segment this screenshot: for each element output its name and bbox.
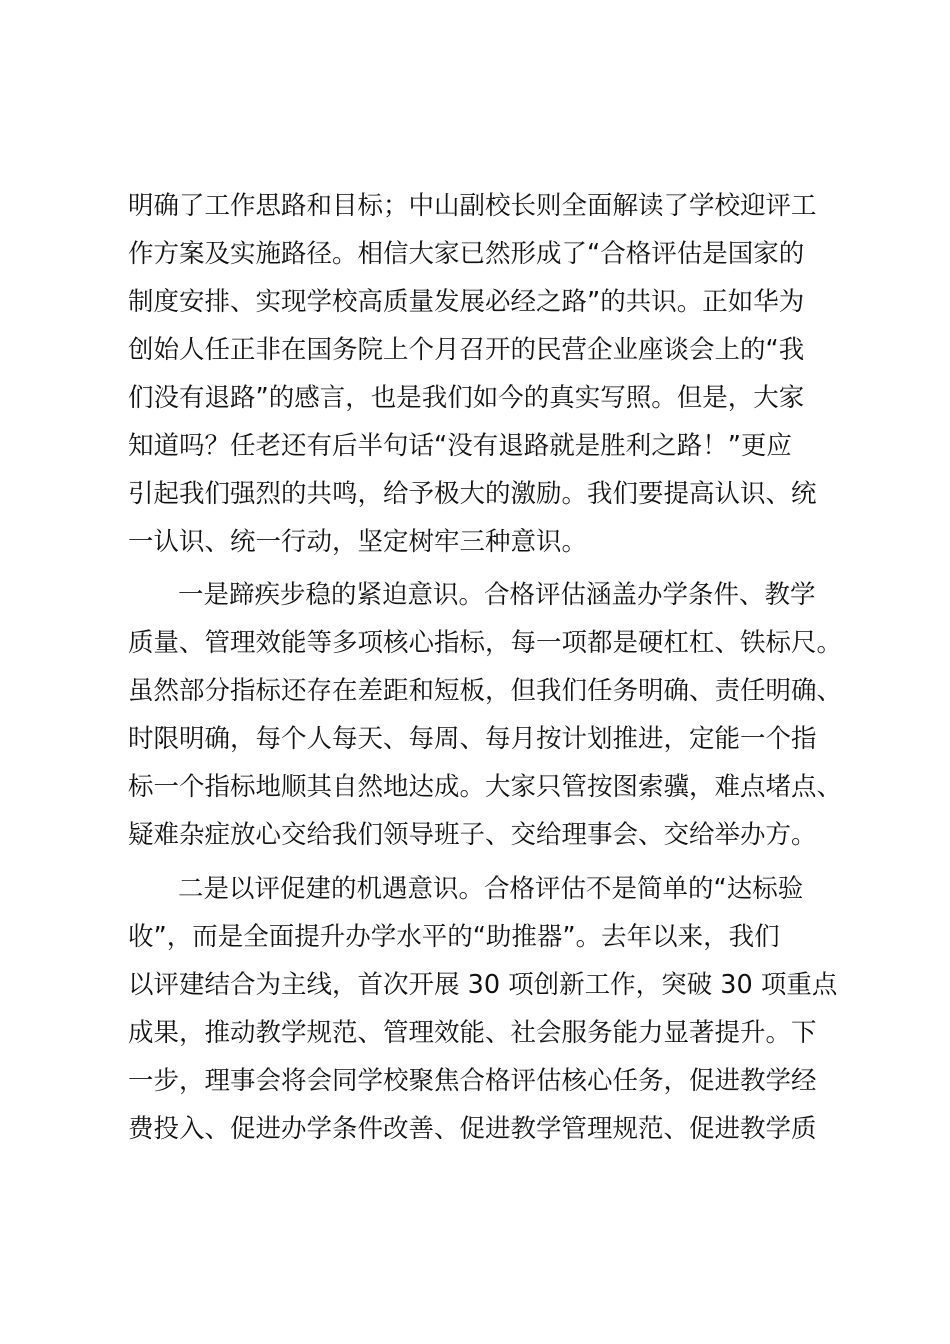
paragraph-1-line-6: 知道吗？任老还有后半句话“没有退路就是胜利之路！”更应 — [128, 431, 792, 461]
paragraph-1-line-8: 一认识、统一行动，坚定树牢三种意识。 — [128, 527, 588, 557]
paragraph-2-line-2: 质量、管理效能等多项核心指标，每一项都是硬杠杠、铁标尺。 — [128, 628, 843, 658]
paragraph-3-line-4: 成果，推动教学规范、管理效能、社会服务能力显著提升。下 — [128, 1018, 817, 1048]
paragraph-2-line-6: 疑难杂症放心交给我们领导班子、交给理事会、交给举办方。 — [128, 820, 817, 850]
paragraph-2-line-1: 一是蹄疾步稳的紧迫意识。合格评估涵盖办学条件、教学 — [178, 580, 816, 610]
paragraph-1-line-5: 们没有退路”的感言，也是我们如今的真实写照。但是，大家 — [128, 383, 805, 413]
paragraph-1-line-3: 制度安排、实现学校高质量发展必经之路”的共识。正如华为 — [128, 287, 805, 317]
paragraph-1-line-2: 作方案及实施路径。相信大家已然形成了“合格评估是国家的 — [128, 239, 805, 269]
paragraph-1-line-1: 明确了工作思路和目标；中山副校长则全面解读了学校迎评工 — [128, 191, 817, 221]
paragraph-2-line-3: 虽然部分指标还存在差距和短板，但我们任务明确、责任明确、 — [128, 676, 843, 706]
paragraph-3-line-2: 收”，而是全面提升办学水平的“助推器”。去年以来，我们 — [128, 922, 780, 952]
paragraph-2-line-4: 时限明确，每个人每天、每周、每月按计划推进，定能一个指 — [128, 724, 817, 754]
paragraph-2-line-5: 标一个指标地顺其自然地达成。大家只管按图索骥，难点堵点、 — [128, 772, 843, 802]
paragraph-3-line-3: 以评建结合为主线，首次开展 30 项创新工作，突破 30 项重点 — [128, 970, 838, 1000]
paragraph-1-line-4: 创始人任正非在国务院上个月召开的民营企业座谈会上的“我 — [128, 335, 805, 365]
paragraph-3-line-5: 一步，理事会将会同学校聚焦合格评估核心任务，促进教学经 — [128, 1066, 817, 1096]
paragraph-3-line-6: 费投入、促进办学条件改善、促进教学管理规范、促进教学质 — [128, 1114, 817, 1144]
paragraph-1-line-7: 引起我们强烈的共鸣，给予极大的激励。我们要提高认识、统 — [128, 479, 817, 509]
paragraph-3-line-1: 二是以评促建的机遇意识。合格评估不是简单的“达标验 — [178, 874, 804, 904]
